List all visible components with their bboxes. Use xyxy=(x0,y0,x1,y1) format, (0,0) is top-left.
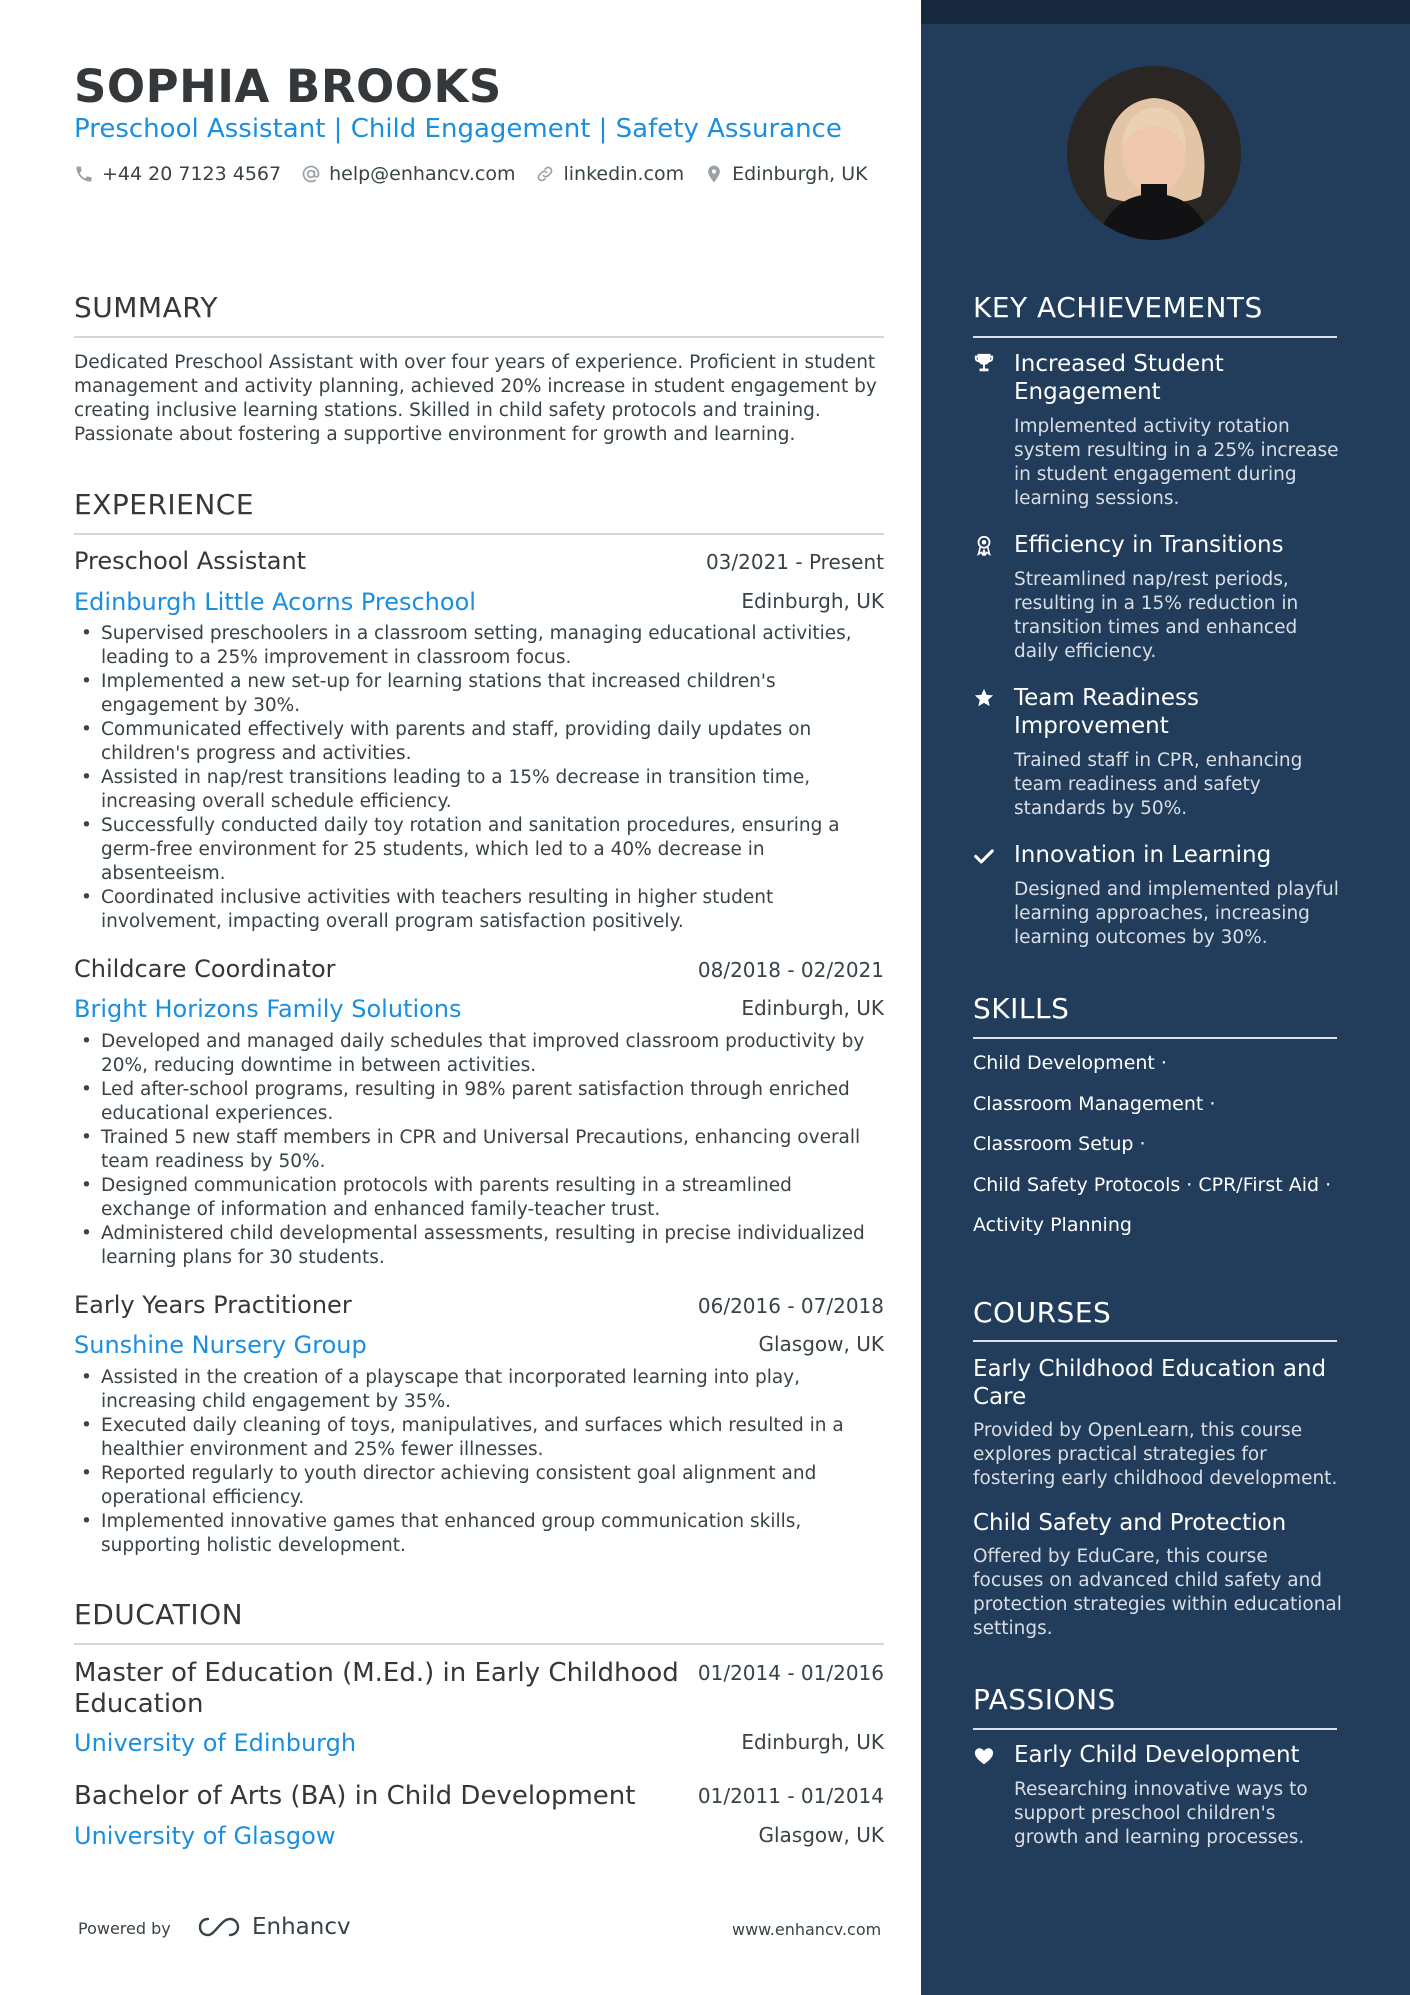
edu-2-dates: 01/2011 - 01/2014 xyxy=(697,1784,884,1808)
list-item: • Administered child developmental assessments, resulting in precise individualized learning plans for 30 students. xyxy=(101,1222,884,1270)
education-heading: EDUCATION xyxy=(74,1598,244,1631)
achievement-4-title: Innovation in Learning xyxy=(1014,842,1272,868)
star-icon xyxy=(973,687,995,709)
list-item: • Implemented innovative games that enhanced group communication skills, supporting holistic development. xyxy=(101,1510,884,1558)
job-1-bullets xyxy=(74,622,884,934)
skill-item xyxy=(973,1214,1132,1236)
experience-heading: EXPERIENCE xyxy=(74,488,255,521)
list-item: • Assisted in the creation of a playscape that incorporated learning into play, increasing child engagement by 35%. xyxy=(101,1366,884,1414)
heart-icon xyxy=(973,1745,995,1767)
phone-icon xyxy=(74,164,94,184)
skills-divider xyxy=(973,1037,1337,1039)
enhancv-infinity-icon xyxy=(196,1915,242,1939)
job-3-company[interactable]: Sunshine Nursery Group xyxy=(74,1331,367,1359)
link-icon xyxy=(535,164,555,184)
job-3-dates: 06/2016 - 07/2018 xyxy=(697,1294,884,1318)
achievement-1-title: Increased Student Engagement xyxy=(1014,351,1224,405)
job-2-role: Childcare Coordinator xyxy=(74,955,336,983)
skill-label: Child Development xyxy=(973,1052,1155,1074)
edu-1-dates: 01/2014 - 01/2016 xyxy=(697,1661,884,1685)
skill-label: Classroom Setup xyxy=(973,1133,1134,1155)
skill-label: Classroom Management xyxy=(973,1093,1204,1115)
job-1-dates: 03/2021 - Present xyxy=(705,550,884,574)
edu-2-school[interactable]: University of Glasgow xyxy=(74,1822,336,1850)
list-item: • Assisted in nap/rest transitions leading to a 15% decrease in transition time, increasing overall schedule efficiency. xyxy=(101,766,884,814)
list-item: • Supervised preschoolers in a classroom setting, managing educational activities, leading to a 25% improvement in classroom focus. xyxy=(101,622,884,670)
summary-divider xyxy=(74,336,884,338)
job-3-role: Early Years Practitioner xyxy=(74,1291,352,1319)
contact-phone[interactable] xyxy=(74,163,281,185)
enhancv-brand-text: Enhancv xyxy=(252,1914,351,1940)
list-item: • Trained 5 new staff members in CPR and Universal Precautions, enhancing overall team readiness by 50%. xyxy=(101,1126,884,1174)
footer-url[interactable]: www.enhancv.com xyxy=(732,1920,882,1939)
contact-linkedin-text: linkedin.com xyxy=(563,163,685,185)
passions-heading: PASSIONS xyxy=(973,1683,1116,1716)
candidate-headline: Preschool Assistant | Child Engagement | Safety Assurance xyxy=(74,114,842,144)
education-divider xyxy=(74,1643,884,1645)
contact-phone-text: +44 20 7123 4567 xyxy=(102,163,282,185)
contact-bar xyxy=(74,163,868,185)
powered-by-label: Powered by xyxy=(78,1919,171,1938)
contact-linkedin[interactable] xyxy=(535,163,684,185)
passion-1-desc: Researching innovative ways to support preschool children's growth and learning processes. xyxy=(1014,1779,1308,1848)
edu-1-location: Edinburgh, UK xyxy=(741,1730,884,1754)
profile-photo xyxy=(1067,66,1241,240)
contact-location-text: Edinburgh, UK xyxy=(732,163,868,185)
courses-heading: COURSES xyxy=(973,1296,1112,1329)
location-pin-icon xyxy=(704,164,724,184)
achievements-divider xyxy=(973,336,1337,338)
skills-heading: SKILLS xyxy=(973,992,1070,1025)
sidebar-top-strip xyxy=(921,0,1410,24)
achievement-3-title: Team Readiness Improvement xyxy=(1014,685,1199,739)
list-item: • Coordinated inclusive activities with teachers resulting in higher student involvement, impacting overall program satisfaction positively. xyxy=(101,886,884,934)
list-item: • Implemented a new set-up for learning stations that increased children's engagement by 30%. xyxy=(101,670,884,718)
achievement-3-desc: Trained staff in CPR, enhancing team readiness and safety standards by 50%. xyxy=(1014,750,1303,819)
skill-item: Child Development · xyxy=(973,1052,1167,1074)
list-item: • Executed daily cleaning of toys, manipulatives, and surfaces which resulted in a healthier environment and 25% fewer illnesses. xyxy=(101,1414,884,1462)
candidate-name: SOPHIA BROOKS xyxy=(74,60,502,113)
list-item: • Successfully conducted daily toy rotation and sanitation procedures, ensuring a germ-free environment for 25 students, which led to a 40% decrease in absenteeism. xyxy=(101,814,884,886)
course-2-desc: Offered by EduCare, this course focuses on advanced child safety and protection strategies within educational settings. xyxy=(973,1546,1342,1639)
course-1-title: Early Childhood Education and Care xyxy=(973,1356,1327,1410)
passions-divider xyxy=(973,1728,1337,1730)
skill-item: Child Safety Protocols · CPR/First Aid · xyxy=(973,1174,1332,1196)
sidebar xyxy=(921,0,1410,1995)
job-1-role: Preschool Assistant xyxy=(74,547,307,575)
skill-label: Child Safety Protocols xyxy=(973,1174,1181,1196)
courses-divider xyxy=(973,1340,1337,1342)
summary-heading: SUMMARY xyxy=(74,291,219,324)
at-icon xyxy=(301,164,321,184)
course-2-title: Child Safety and Protection xyxy=(973,1510,1287,1536)
achievement-2-desc: Streamlined nap/rest periods, resulting in a 15% reduction in transition times and enhanced daily efficiency. xyxy=(1014,569,1299,662)
job-3-location: Glasgow, UK xyxy=(758,1332,884,1356)
experience-divider xyxy=(74,533,884,535)
job-2-location: Edinburgh, UK xyxy=(741,996,884,1020)
list-item: • Designed communication protocols with parents resulting in a streamlined exchange of information and enhanced family-teacher trust. xyxy=(101,1174,884,1222)
enhancv-logo[interactable] xyxy=(196,1914,351,1940)
achievement-4-desc: Designed and implemented playful learning approaches, increasing learning outcomes by 30%. xyxy=(1014,879,1339,948)
job-2-dates: 08/2018 - 02/2021 xyxy=(697,958,884,982)
edu-1-degree: Master of Education (M.Ed.) in Early Childhood Education xyxy=(74,1658,679,1719)
job-1-company[interactable]: Edinburgh Little Acorns Preschool xyxy=(74,588,476,616)
course-1-desc: Provided by OpenLearn, this course explores practical strategies for fostering early childhood development. xyxy=(973,1420,1338,1489)
edu-2-degree: Bachelor of Arts (BA) in Child Development xyxy=(74,1781,636,1811)
achievement-1-desc: Implemented activity rotation system resulting in a 25% increase in student engagement during learning sessions. xyxy=(1014,416,1339,509)
edu-1-school[interactable]: University of Edinburgh xyxy=(74,1729,357,1757)
job-2-bullets xyxy=(74,1030,884,1270)
contact-email[interactable] xyxy=(301,163,515,185)
list-item: • Reported regularly to youth director achieving consistent goal alignment and operational efficiency. xyxy=(101,1462,884,1510)
skill-item: Classroom Management · xyxy=(973,1093,1216,1115)
list-item: • Communicated effectively with parents and staff, providing daily updates on children's progress and activities. xyxy=(101,718,884,766)
contact-location xyxy=(704,163,868,185)
skill-item: Classroom Setup · xyxy=(973,1133,1146,1155)
achievement-2-title: Efficiency in Transitions xyxy=(1014,532,1284,558)
checkmark-icon xyxy=(973,845,995,867)
skill-label: CPR/First Aid xyxy=(1198,1174,1320,1196)
list-item: • Developed and managed daily schedules that improved classroom productivity by 20%, reducing downtime in between activities. xyxy=(101,1030,884,1078)
passion-1-title: Early Child Development xyxy=(1014,1742,1300,1768)
award-ribbon-icon xyxy=(973,534,995,556)
skill-label: Activity Planning xyxy=(973,1214,1132,1236)
list-item: • Led after-school programs, resulting in 98% parent satisfaction through enriched educational experiences. xyxy=(101,1078,884,1126)
achievements-heading: KEY ACHIEVEMENTS xyxy=(973,291,1263,324)
summary-text: Dedicated Preschool Assistant with over four years of experience. Proficient in student management and activity planning, achieved 20% increase in student engagement by creating inclusive learning stations. Skilled in child safety protocols and training. Passionate about fostering a supportive environment for growth and learning. xyxy=(74,352,877,445)
job-1-location: Edinburgh, UK xyxy=(741,589,884,613)
job-3-bullets xyxy=(74,1366,884,1558)
job-2-company[interactable]: Bright Horizons Family Solutions xyxy=(74,995,462,1023)
contact-email-text: help@enhancv.com xyxy=(329,163,516,185)
edu-2-location: Glasgow, UK xyxy=(758,1823,884,1847)
trophy-icon xyxy=(973,352,995,374)
